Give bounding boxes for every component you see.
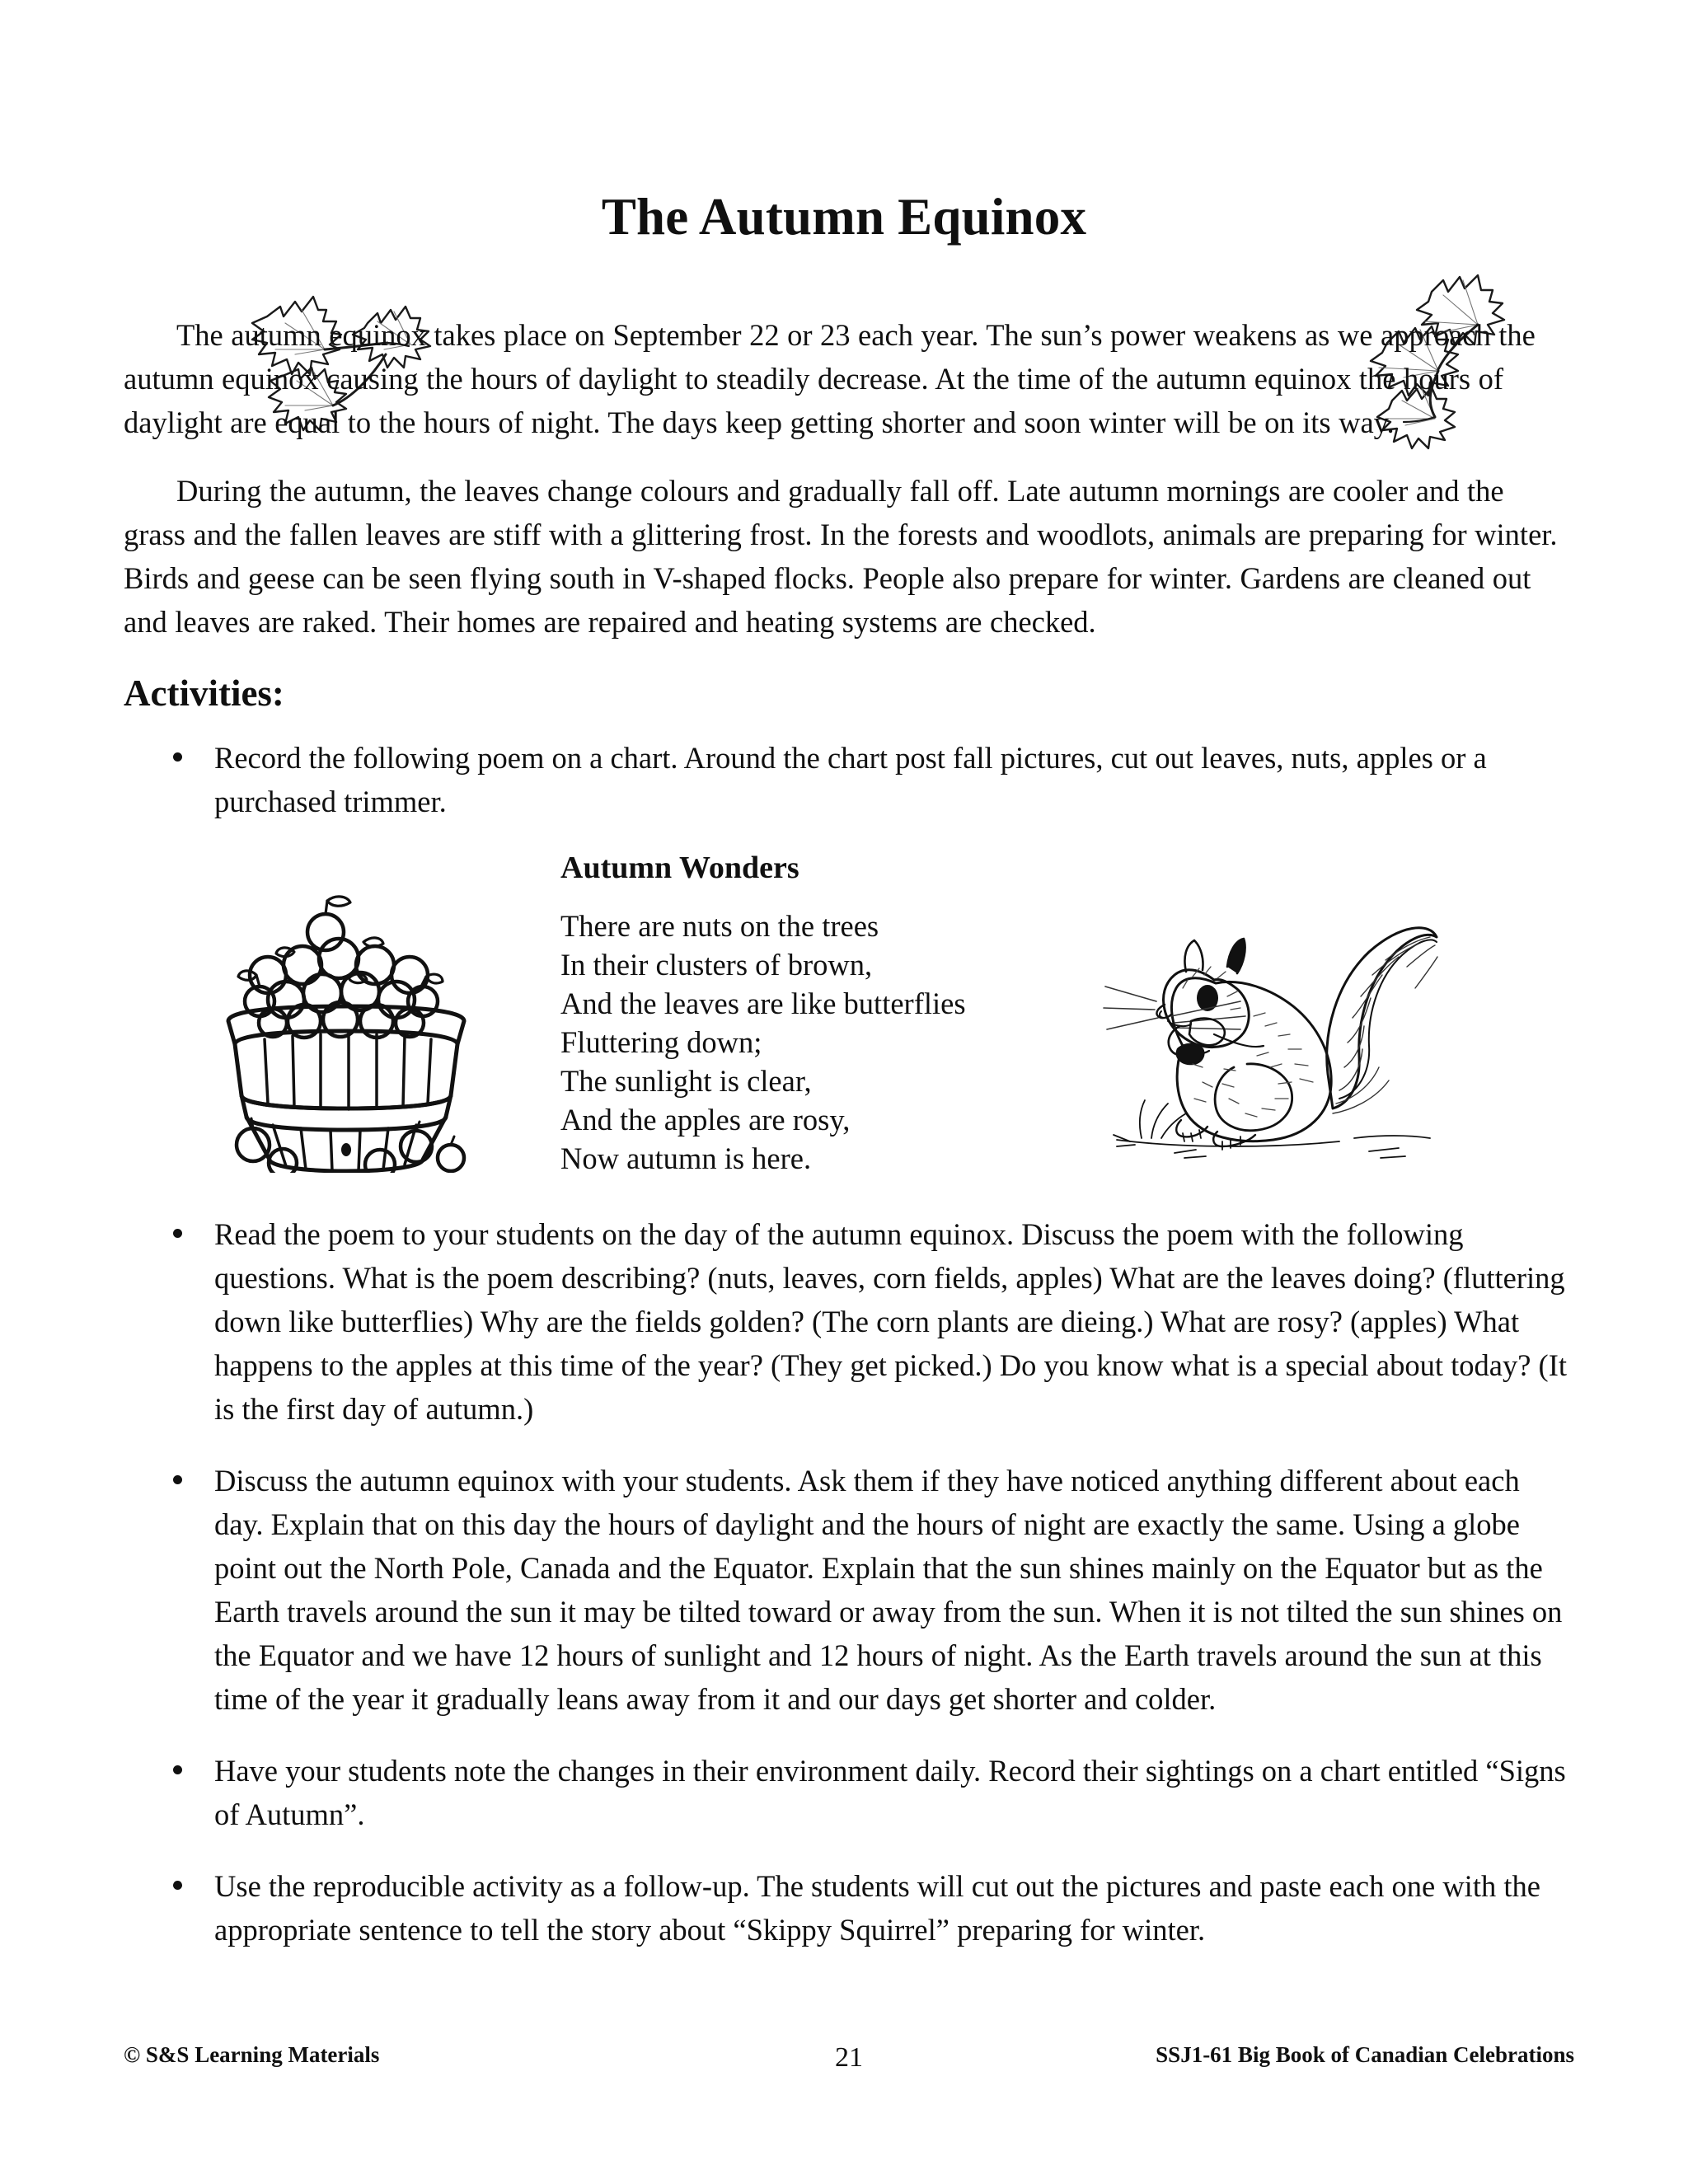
bullet-dot-icon (173, 1765, 182, 1774)
list-item (124, 1459, 1570, 1721)
poem-line: Now autumn is here. (560, 1141, 812, 1176)
list-item (124, 1212, 1570, 1431)
page-footer (124, 2042, 1574, 2079)
page-title: The Autumn Equinox (601, 188, 1087, 246)
activity-text-5: Use the reproducible activity as a follow-up. The students will cut out the pictures and paste each one with the appropriate sentence to tell the story about “Skippy Squirrel” preparing for winter. (214, 1868, 1540, 1947)
footer-copyright: © S&S Learning Materials (124, 2042, 380, 2067)
poem-line: The sunlight is clear, (560, 1064, 812, 1099)
activity-text-4: Have your students note the changes in their environment daily. Record their sightings on a chart entitled “Signs of Autumn”. (214, 1753, 1566, 1831)
footer-book-title: SSJ1-61 Big Book of Canadian Celebrations (1156, 2042, 1574, 2067)
activity-text-1: Record the following poem on a chart. Around the chart post fall pictures, cut out leaves, nuts, apples or a purchased trimmer. (214, 740, 1487, 818)
poem-line: There are nuts on the trees (560, 909, 879, 944)
intro-paragraph-1: The autumn equinox takes place on September 22 or 23 each year. The sun’s power weakens as we approach the autumn equinox causing the hours of daylight to steadily decrease. At the time of the autumn equinox the hours of daylight are equal to the hours of night. The days keep getting shorter and soon winter will be on its way. (124, 318, 1536, 439)
activities-list (124, 736, 1570, 1952)
poem-line: In their clusters of brown, (560, 948, 873, 982)
activity-text-3: Discuss the autumn equinox with your students. Ask them if they have noticed anything different about each day. Explain that on this day the hours of daylight and the hours of night are exactly the same. Using a globe point out the North Pole, Canada and the Equator. Explain that the sun shines mainly on the Equator but as the Earth travels around the sun it may be tilted toward or away from the sun. When it is not tilted the sun shines on the Equator and we have 12 hours of sunlight and 12 hours of night. As the Earth travels around the sun at this time of the year it gradually leans away from it and our days get shorter and colder. (214, 1463, 1563, 1716)
activity-text-2: Read the poem to your students on the day of the autumn equinox. Discuss the poem with the following questions. What is the poem describing? (nuts, leaves, corn fields, apples) What are the leaves doing? (fluttering down like butterflies) Why are the fields golden? (The corn plants are dieing.) What are rosy? (apples) What happens to the apples at this time of the year? (They get picked.) Do you know what is a special about today? (It is the first day of autumn.) (214, 1216, 1567, 1426)
activities-heading: Activities: (124, 673, 284, 714)
bullet-dot-icon (173, 1475, 182, 1484)
list-item (124, 1749, 1570, 1836)
poem-lines (560, 907, 1071, 1178)
apple-basket-icon (210, 860, 482, 1173)
bullet-dot-icon (173, 1881, 182, 1890)
list-item (124, 736, 1570, 823)
bullet-dot-icon (173, 752, 182, 762)
poem-title: Autumn Wonders (560, 850, 799, 885)
bullet-dot-icon (173, 1229, 182, 1238)
poem-line: And the apples are rosy, (560, 1103, 851, 1137)
squirrel-icon (1092, 851, 1438, 1181)
list-item (124, 1864, 1570, 1952)
poem-line: And the leaves are like butterflies (560, 987, 966, 1021)
poem-text (560, 851, 1071, 1179)
page-number: 21 (835, 2042, 863, 2073)
intro-paragraph-2: During the autumn, the leaves change colours and gradually fall off. Late autumn mornings are cooler and the grass and the fallen leaves are stiff with a glittering frost. In the forests and woodlots, animals are preparing for winter. Birds and geese can be seen flying south in V-shaped flocks. People also prepare for winter. Gardens are cleaned out and leaves are raked. Their homes are repaired and heating systems are checked. (124, 474, 1558, 639)
page-header (0, 132, 1688, 305)
page-content (124, 313, 1570, 1980)
poem-block (124, 851, 1570, 1197)
poem-line: Fluttering down; (560, 1025, 762, 1060)
